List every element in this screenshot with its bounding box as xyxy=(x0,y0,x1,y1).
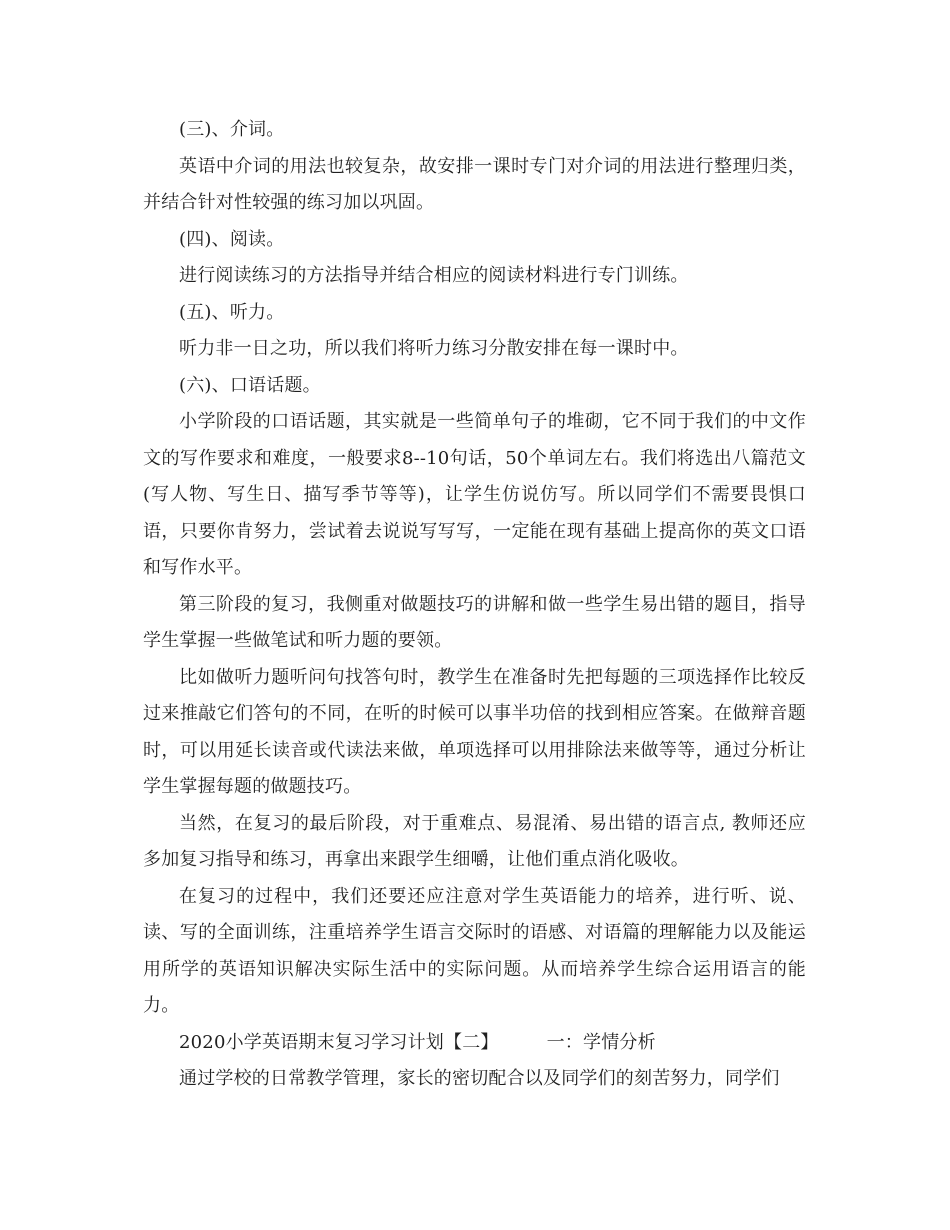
heading-prepositions: (三)、介词。 xyxy=(179,119,285,140)
paragraph-oral-topics: 小学阶段的口语话题，其实就是一些简单句子的堆砌，它不同于我们的中文作文的写作要求和难度，一般要求8--10句话，50个单词左右。我们将选出八篇范文(写人物、写生日、描写季节等等)，让学生仿说仿写。所以同学们不需要畏惧口语，只要你肯努力，尝试着去说说写写写，一定能在现有基础上提高你的英文口语和写作水平。 xyxy=(143,411,806,578)
section-subtitle: 一：学情分析 xyxy=(546,1031,656,1053)
heading-listening: (五)、听力。 xyxy=(179,301,285,323)
paragraph-listening: 听力非一日之功，所以我们将听力练习分散安排在每一课时中。 xyxy=(179,338,689,359)
paragraph-final-stage: 当然，在复习的最后阶段，对于重难点、易混淆、易出错的语言点, 教师还应多加复习指导和练习，再拿出来跟学生细嚼，让他们重点消化吸收。 xyxy=(143,812,806,870)
paragraph-prepositions: 英语中介词的用法也较复杂，故安排一课时专门对介词的用法进行整理归类，并结合针对性较强的练习加以巩固。 xyxy=(143,155,806,213)
section-title-line xyxy=(143,1025,806,1062)
paragraph-reading: 进行阅读练习的方法指导并结合相应的阅读材料进行专门训练。 xyxy=(179,265,689,286)
paragraph-listening-tips: 比如做听力题听问句找答句时，教学生在准备时先把每题的三项选择作比较反过来推敲它们答句的不同，在听的时候可以事半功倍的找到相应答案。在做辩音题时，可以用延长读音或代读法来做，单项选择可以用排除法来做等等，通过分析让学生掌握每题的做题技巧。 xyxy=(143,666,806,797)
paragraph-third-stage: 第三阶段的复习，我侧重对做题技巧的讲解和做一些学生易出错的题目，指导学生掌握一些做笔试和听力题的要领。 xyxy=(143,593,806,651)
document-body xyxy=(143,112,806,1098)
heading-reading: (四)、阅读。 xyxy=(179,228,285,250)
heading-oral-topics: (六)、口语话题。 xyxy=(179,374,321,396)
paragraph-analysis-start: 通过学校的日常教学管理，家长的密切配合以及同学们的刻苦努力，同学们 xyxy=(179,1068,780,1089)
section-title: 2020小学英语期末复习学习计划【二】 xyxy=(179,1031,499,1053)
paragraph-ability-training: 在复习的过程中，我们还要还应注意对学生英语能力的培养，进行听、说、读、写的全面训练，注重培养学生语言交际时的语感、对语篇的理解能力以及能运用所学的英语知识解决实际生活中的实际问题。从而培养学生综合运用语言的能力。 xyxy=(143,885,806,1016)
